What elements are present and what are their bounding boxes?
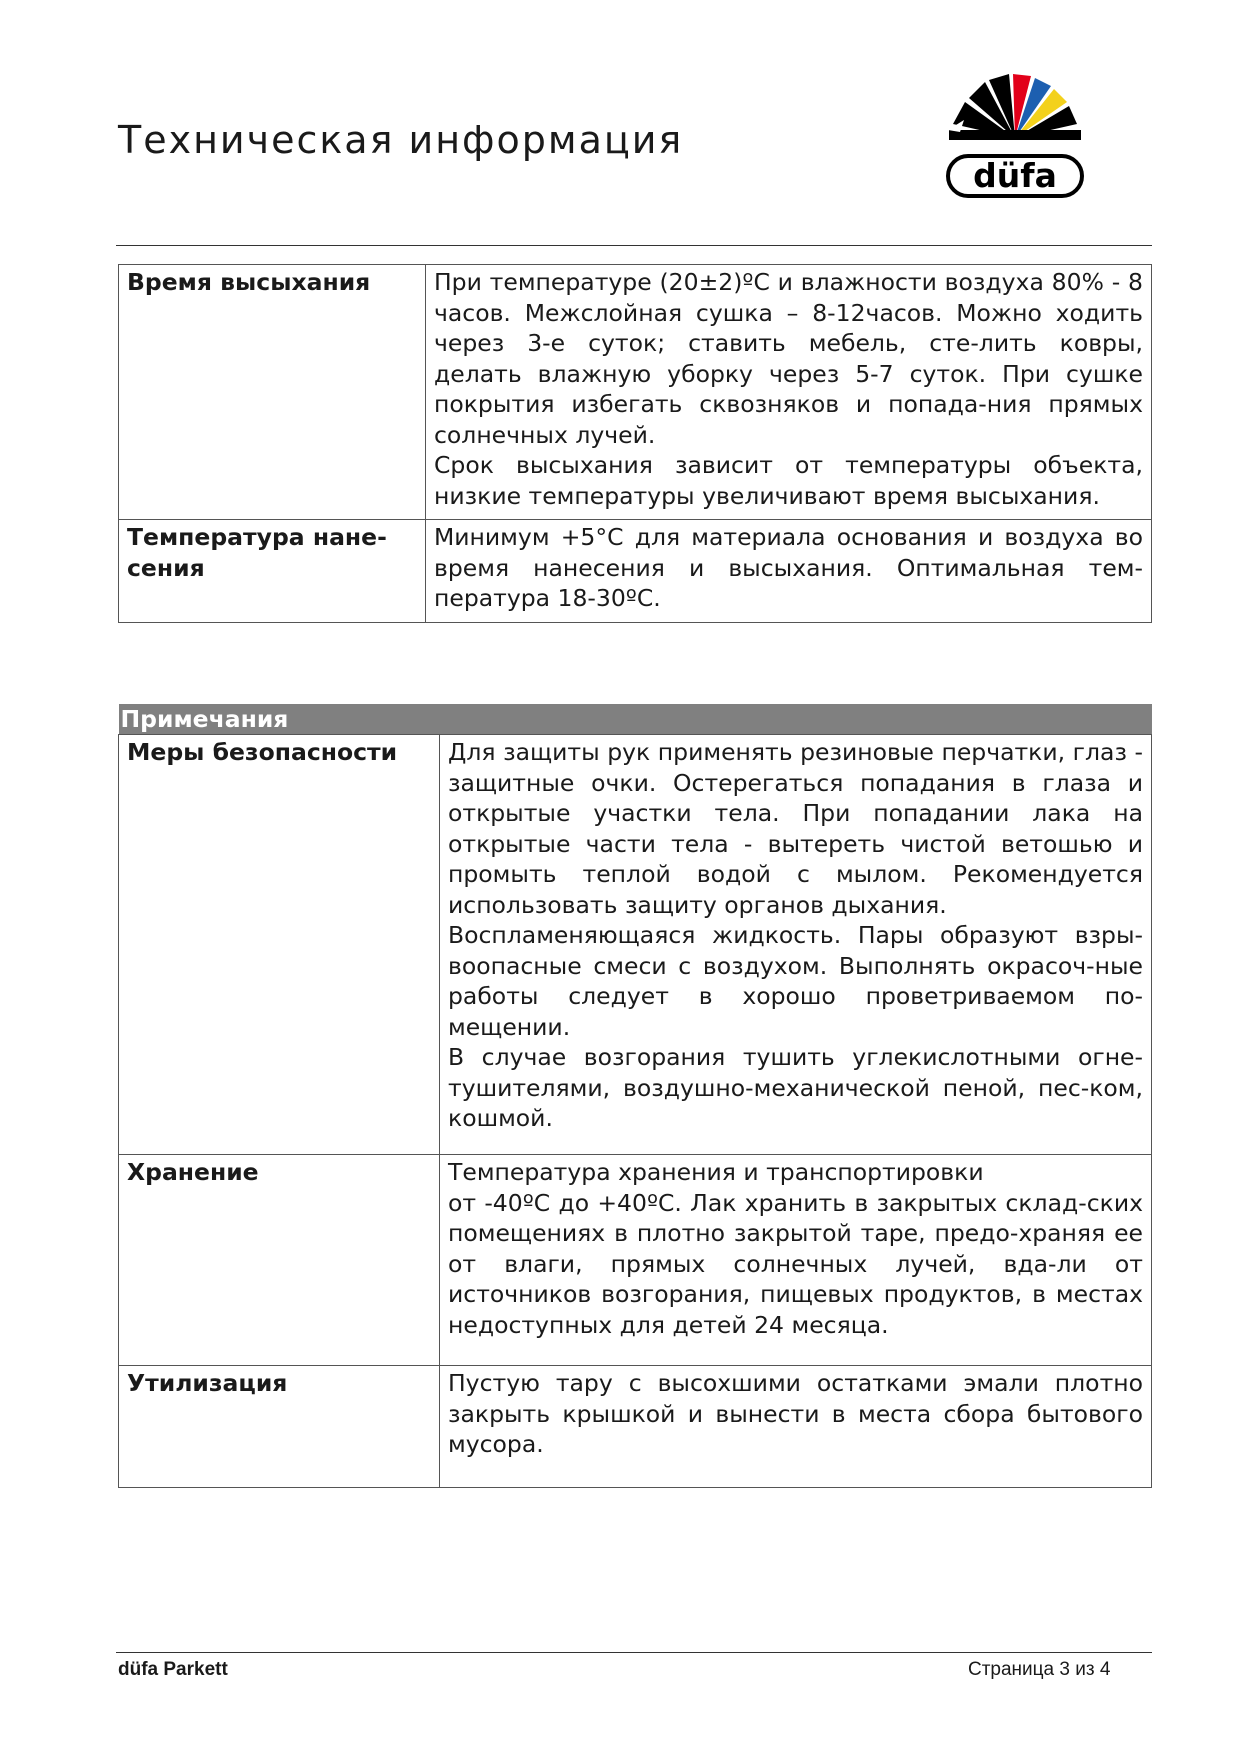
row-text [426,520,1152,623]
table-row [119,1366,1152,1488]
table-row [119,735,1152,1155]
row-text [426,265,1152,520]
paragraph: Воспламеняющаяся жидкость. Пары образуют взры-воопасные смеси с воздухом. Выполнять окрасоч-ные работы следует в хорошо проветриваемом по-мещении. [448,921,1143,1041]
paragraph: Температура хранения и транспортировки [448,1158,984,1186]
footer-page-number: Страница 3 из 4 [968,1659,1111,1680]
page-title: Техническая информация [118,118,684,162]
header-divider [116,245,1152,246]
row-label: Утилизация [119,1366,440,1488]
row-text [440,735,1152,1155]
row-text [440,1366,1152,1488]
row-label: Меры безопасности [119,735,440,1155]
footer-divider [116,1652,1152,1653]
paragraph: Минимум +5°C для материала основания и воздуха во время нанесения и высыхания. Оптимальная тем-пература 18-30ºС. [434,523,1143,612]
table-row [119,1155,1152,1366]
row-label: Хранение [119,1155,440,1366]
paragraph: Для защиты рук применять резиновые перчатки, глаз - защитные очки. Остерегаться попадания в глаза и открытые участки тела. При попадании лака на открытые части тела - вытереть чистой ветошью и промыть теплой водой с мылом. Рекомендуется использовать защиту органов дыхания. [448,738,1143,919]
drying-table [118,264,1152,623]
row-label: Температура нане-сения [119,520,426,623]
paragraph: Срок высыхания зависит от температуры объекта, низкие температуры увеличивают время высыхания. [434,451,1143,510]
table-row [119,520,1152,623]
footer-product: düfa Parkett [118,1659,228,1680]
notes-table [118,704,1152,1488]
notes-heading: Примечания [119,704,1152,734]
table-row [119,265,1152,520]
paragraph: В случае возгорания тушить углекислотными огне-тушителями, воздушно-механической пеной, пес-ком, кошмой. [448,1043,1143,1132]
paragraph: При температуре (20±2)ºС и влажности воздуха 80% - 8 часов. Межслойная сушка – 8-12часов. Можно ходить через 3-е суток; ставить мебель, сте-лить ковры, делать влажную уборку через 5-7 суток. При сушке покрытия избегать сквозняков и попада-ния прямых солнечных лучей. [434,268,1143,449]
row-text [440,1155,1152,1366]
paragraph: от -40ºС до +40ºС. Лак хранить в закрытых склад-ских помещениях в плотно закрытой таре, предо-храняя ее от влаги, прямых солнечных лучей, вда-ли от источников возгорания, пищевых продуктов, в местах недоступных для детей 24 месяца. [448,1188,1143,1339]
paragraph: Пустую тару с высохшими остатками эмали плотно закрыть крышкой и вынести в места сбора бытового мусора. [448,1369,1143,1458]
row-label: Время высыхания [119,265,426,520]
dufa-logo [940,70,1090,202]
logo-text: düfa [973,156,1057,195]
notes-heading-row [119,704,1152,735]
